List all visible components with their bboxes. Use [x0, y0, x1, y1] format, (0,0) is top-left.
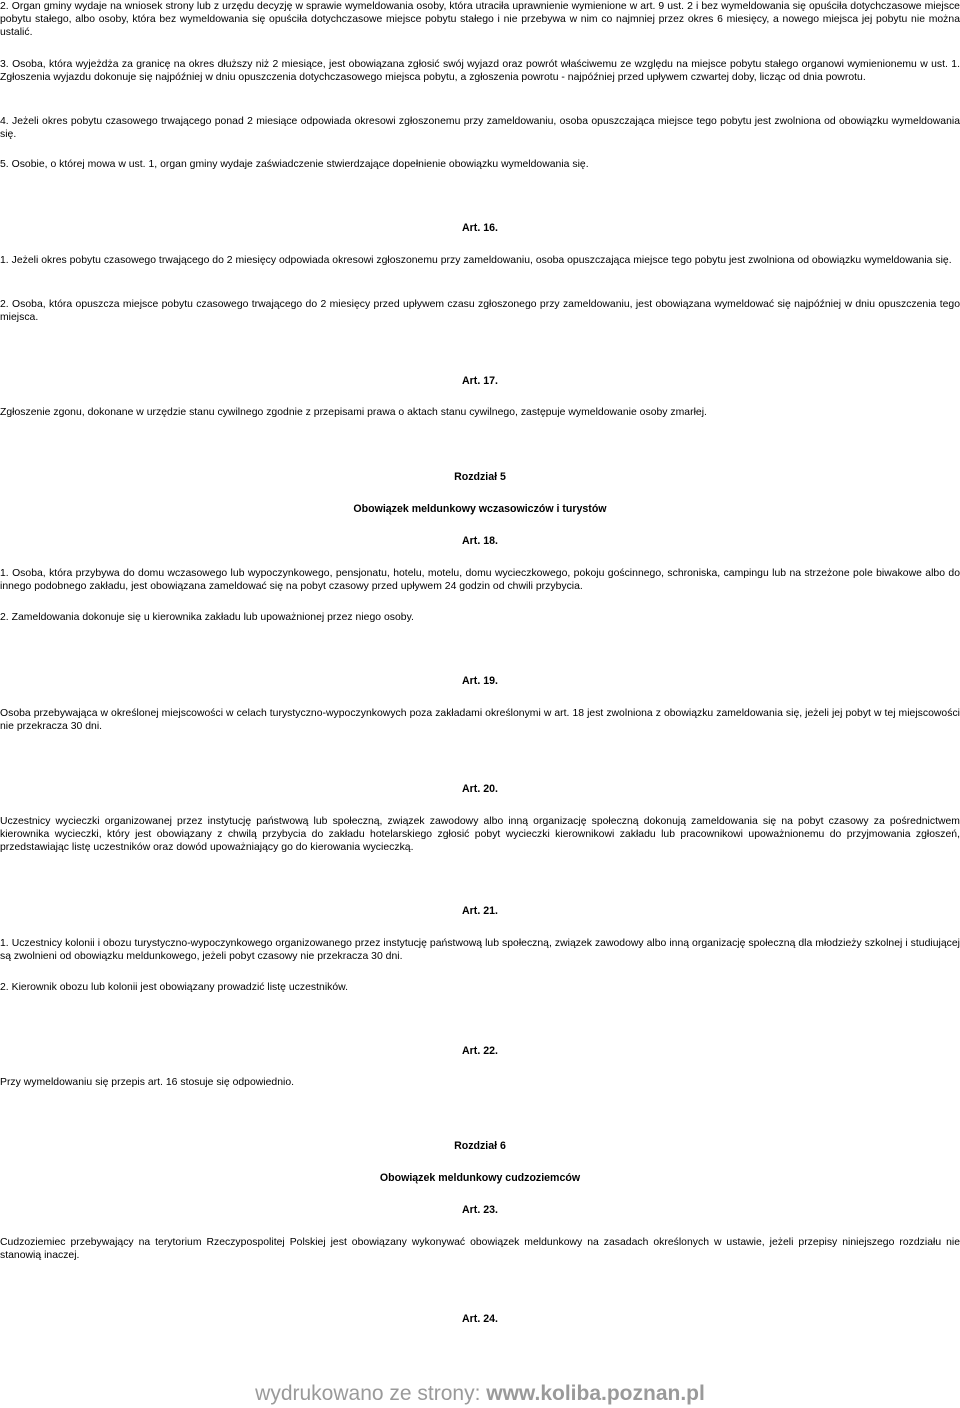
art15-paragraph-5: 5. Osobie, o której mowa w ust. 1, organ gminy wydaje zaświadczenie stwierdzające dopełnienie obowiązku wymeldowania się. [0, 159, 589, 170]
article-heading-22: Art. 22. [462, 1045, 498, 1057]
art21-paragraph-1: 1. Uczestnicy kolonii i obozu turystyczno-wypoczynkowego organizowanego przez instytucję państwową lub społeczną, związek zawodowy albo inną organizację społeczną dla młodzieży szkolnej i studiującej są zwolnieni od obowiązku meldunkowego, jeżeli pobyt czasowy nie przekracza 30 dni. [0, 938, 960, 962]
art16-paragraph-2: 2. Osoba, która opuszcza miejsce pobytu czasowego trwającego do 2 miesięcy przed upływem czasu zgłoszonego przy zameldowaniu, jest obowiązana wymeldować się najpóźniej w dniu opuszczenia tego miejsca. [0, 299, 960, 323]
article-heading-21: Art. 21. [462, 905, 498, 917]
art22-text: Przy wymeldowaniu się przepis art. 16 stosuje się odpowiednio. [0, 1077, 295, 1088]
chapter-number-6: Rozdział 6 [454, 1140, 506, 1152]
chapter-title-5: Obowiązek meldunkowy wczasowiczów i turystów [353, 503, 607, 515]
art15-paragraph-2: 2. Organ gminy wydaje na wniosek strony lub z urzędu decyzję w sprawie wymeldowania osoby, która utraciła uprawnienie wymienione w art. 9 ust. 2 i bez wymeldowania się opuściła dotychczasowe miejsce pobytu stałego, albo osoby, która bez wymeldowania się opuściła dotychczasowe miejsce pobytu stałego i nie przebywa w nim co najmniej przez okres 6 miesięcy, a nowego miejsca jej pobytu nie można ustalić. [0, 1, 960, 38]
art15-paragraph-4: 4. Jeżeli okres pobytu czasowego trwającego ponad 2 miesiące odpowiada okresowi zgłoszonemu przy zameldowaniu, osoba opuszczająca miejsce tego pobytu jest zwolniona od obowiązku wymeldowania się. [0, 116, 960, 140]
footer-prefix: wydrukowano ze strony: [255, 1382, 487, 1405]
article-heading-16: Art. 16. [462, 222, 498, 234]
art19-text: Osoba przebywająca w określonej miejscowości w celach turystyczno-wypoczynkowych poza zakładami określonymi w art. 18 jest zwolniona z obowiązku zameldowania się, jeżeli jej pobyt w tej miejscowości nie przekracza 30 dni. [0, 708, 960, 732]
article-heading-20: Art. 20. [462, 783, 498, 795]
art15-paragraph-3: 3. Osoba, która wyjeżdża za granicę na okres dłuższy niż 2 miesiące, jest obowiązana zgłosić swój wyjazd oraz powrót właściwemu ze względu na miejsce pobytu stałego organowi wymienionemu w ust. 1. Zgłoszenia wyjazdu dokonuje się najpóźniej w dniu opuszczenia dotychczasowego miejsca pobytu, a zgłoszenia powrotu - najpóźniej przed upływem czwartej doby, licząc od dnia powrotu. [0, 59, 960, 83]
article-heading-18: Art. 18. [462, 535, 498, 547]
art17-text: Zgłoszenie zgonu, dokonane w urzędzie stanu cywilnego zgodnie z przepisami prawa o aktach stanu cywilnego, zastępuje wymeldowanie osoby zmarłej. [0, 407, 707, 418]
article-heading-17: Art. 17. [462, 375, 498, 387]
art18-paragraph-2: 2. Zameldowania dokonuje się u kierownika zakładu lub upoważnionej przez niego osoby. [0, 612, 414, 623]
chapter-title-6: Obowiązek meldunkowy cudzoziemców [379, 1172, 581, 1184]
article-heading-19: Art. 19. [462, 675, 498, 687]
chapter-number-5: Rozdział 5 [454, 471, 506, 483]
article-heading-24: Art. 24. [462, 1313, 498, 1325]
art18-paragraph-1: 1. Osoba, która przybywa do domu wczasowego lub wypoczynkowego, pensjonatu, hotelu, motelu, domu wycieczkowego, pokoju gościnnego, schroniska, campingu lub na strzeżone pole biwakowe albo do innego podobnego zakładu, jest obowiązana zameldować się na pobyt czasowy przed upływem 24 godzin od chwili przybycia. [0, 568, 960, 592]
footer-url-link[interactable]: www.koliba.poznan.pl [486, 1382, 705, 1405]
art23-text: Cudzoziemiec przebywający na terytorium Rzeczypospolitej Polskiej jest obowiązany wykonywać obowiązek meldunkowy na zasadach określonych w ustawie, jeżeli przepisy niniejszego rozdziału nie stanowią inaczej. [0, 1237, 960, 1261]
art21-paragraph-2: 2. Kierownik obozu lub kolonii jest obowiązany prowadzić listę uczestników. [0, 982, 349, 993]
article-heading-23: Art. 23. [462, 1204, 498, 1216]
print-footer [0, 1381, 960, 1407]
art16-paragraph-1: 1. Jeżeli okres pobytu czasowego trwającego do 2 miesięcy odpowiada okresowi zgłoszonemu przy zameldowaniu, osoba opuszczająca miejsce tego pobytu jest zwolniona od obowiązku wymeldowania się. [0, 255, 952, 266]
art20-text: Uczestnicy wycieczki organizowanej przez instytucję państwową lub społeczną, związek zawodowy albo inną organizację społeczną dokonują zameldowania się na pobyt czasowy za pośrednictwem kierownika wycieczki, który jest obowiązany z chwilą przybycia do zakładu hotelarskiego zgłosić pobyt wycieczki kierownikowi zakładu lub pracownikowi upoważnionemu do przyjmowania zgłoszeń, przedstawiając listę uczestników oraz dowód upoważniający go do kierowania wycieczką. [0, 816, 960, 853]
